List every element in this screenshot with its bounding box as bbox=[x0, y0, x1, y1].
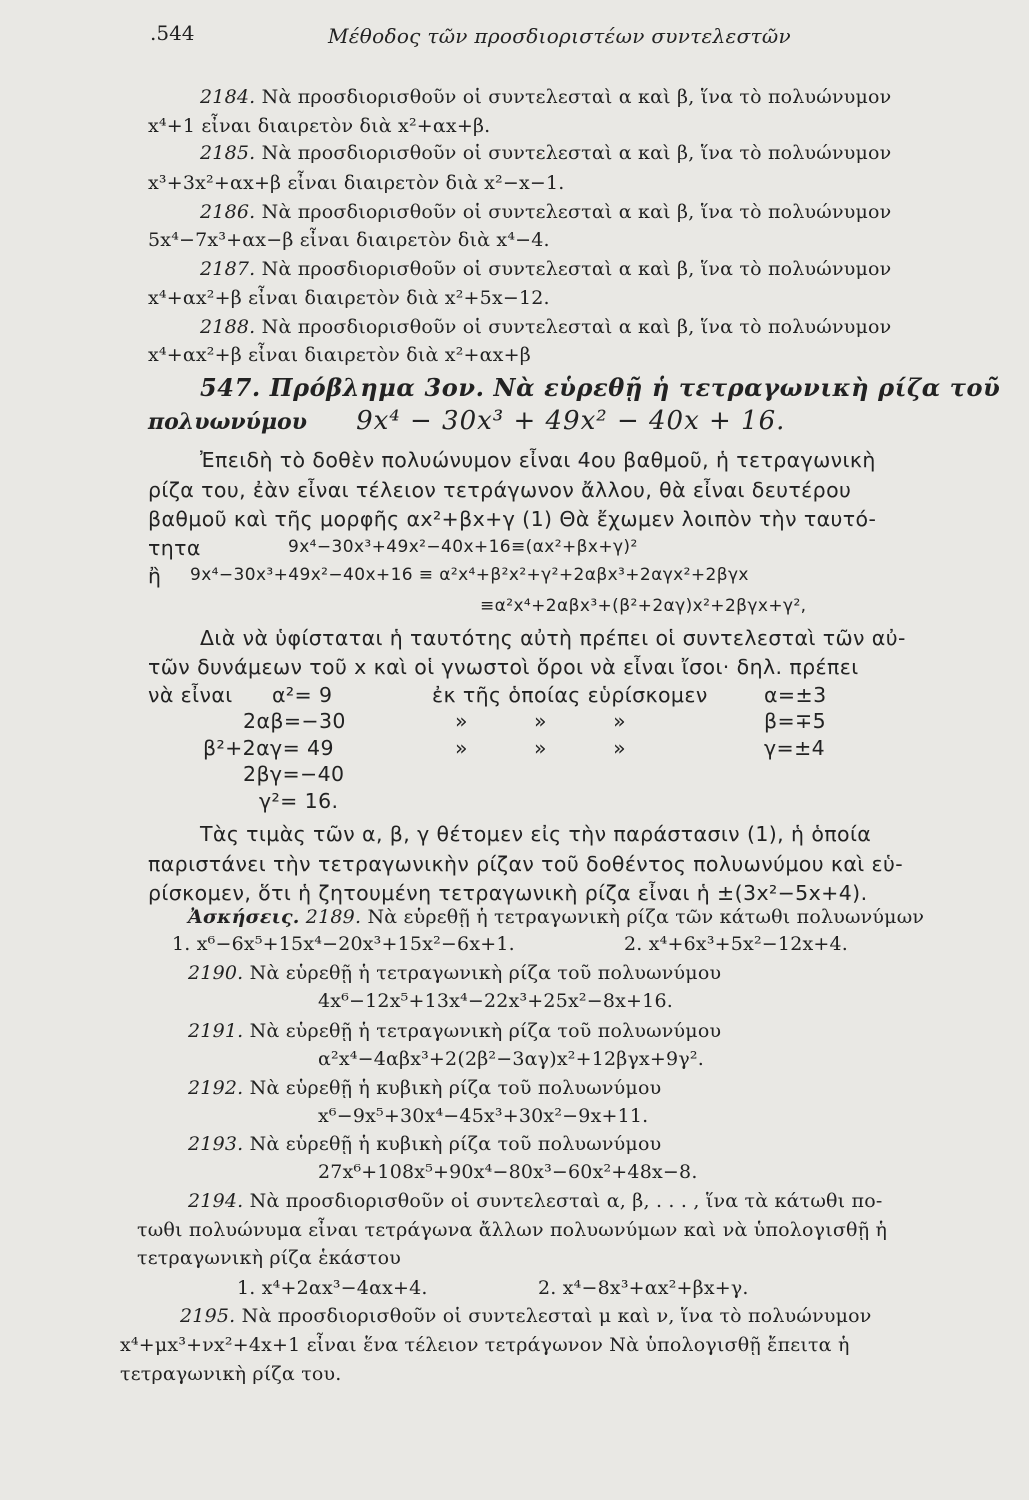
running-title: Μέθοδος τῶν προσδιοριστέων συντελεστῶν bbox=[328, 24, 791, 48]
exercise-2194-item-1: 1. x⁴+2αx³−4αx+4. bbox=[237, 1277, 428, 1299]
conclusion-1: Τὰς τιμὰς τῶν α, β, γ θέτομεν εἰς τὴν παράστασιν (1), ἡ ὁποία bbox=[200, 822, 872, 846]
problem-text-4-label: τητα bbox=[148, 536, 201, 560]
exercise-2194: 2194. Νὰ προσδιορισθοῦν οἱ συντελεσταὶ α, β, . . . , ἵνα τὰ κάτωθι πο- bbox=[188, 1190, 883, 1212]
exercise-2191: 2191. Νὰ εὑρεθῇ ἡ τετραγωνικὴ ρίζα τοῦ πολυωνύμου bbox=[188, 1020, 722, 1042]
system-res-3: γ=±4 bbox=[764, 736, 826, 760]
problem-text-8: τῶν δυνάμεων τοῦ x καὶ οἱ γνωστοὶ ὅροι νὰ εἶναι ἴσοι· δηλ. πρέπει bbox=[148, 655, 859, 679]
exercise-2192: 2192. Νὰ εὑρεθῇ ἡ κυβικὴ ρίζα τοῦ πολυωνύμου bbox=[188, 1077, 662, 1099]
problem-text-9: νὰ εἶναι bbox=[148, 683, 233, 707]
exercise-2185-cont: x³+3x²+αx+β εἶναι διαιρετὸν διὰ x²−x−1. bbox=[148, 172, 565, 194]
exercise-2187-cont: x⁴+αx²+β εἶναι διαιρετὸν διὰ x²+5x−12. bbox=[148, 287, 550, 309]
page-number: .544 bbox=[150, 21, 195, 45]
exercise-2194-item-2: 2. x⁴−8x³+αx²+βx+γ. bbox=[538, 1277, 749, 1299]
identity-3: ≡α²x⁴+2αβx³+(β²+2αγ)x²+2βγx+γ², bbox=[480, 596, 807, 616]
exercise-2195: 2195. Νὰ προσδιορισθοῦν οἱ συντελεσταὶ μ καὶ ν, ἵνα τὸ πολυώνυμον bbox=[180, 1305, 872, 1327]
system-eq-5: γ²= 16. bbox=[259, 789, 339, 813]
system-mid-1: ἐκ τῆς ὁποίας εὑρίσκομεν bbox=[432, 683, 708, 707]
system-mid-3: » » » bbox=[455, 736, 656, 760]
system-eq-4: 2βγ=−40 bbox=[243, 762, 345, 786]
system-eq-1: α²= 9 bbox=[272, 683, 333, 707]
identity-1: 9x⁴−30x³+49x²−40x+16≡(αx²+βx+γ)² bbox=[288, 537, 638, 557]
system-res-1: α=±3 bbox=[764, 683, 827, 707]
conclusion-2: παριστάνει τὴν τετραγωνικὴν ρίζαν τοῦ δοθέντος πολυωνύμου καὶ εὑ- bbox=[148, 852, 904, 876]
exercise-2186: 2186. Νὰ προσδιορισθοῦν οἱ συντελεσταὶ α καὶ β, ἵνα τὸ πολυώνυμον bbox=[200, 201, 892, 223]
system-eq-2: 2αβ=−30 bbox=[243, 709, 346, 733]
exercise-2188: 2188. Νὰ προσδιορισθοῦν οἱ συντελεσταὶ α καὶ β, ἵνα τὸ πολυώνυμον bbox=[200, 316, 892, 338]
exercise-2189-item-2: 2. x⁴+6x³+5x²−12x+4. bbox=[624, 933, 849, 955]
problem-text-3: βαθμοῦ καὶ τῆς μορφῆς αx²+βx+γ (1) Θὰ ἔχωμεν λοιπὸν τὴν ταυτό- bbox=[148, 507, 877, 531]
exercise-2184: 2184. Νὰ προσδιορισθοῦν οἱ συντελεσταὶ α καὶ β, ἵνα τὸ πολυώνυμον bbox=[200, 86, 892, 108]
exercise-2188-cont: x⁴+αx²+β εἶναι διαιρετὸν διὰ x²+αx+β bbox=[148, 344, 531, 366]
exercise-2189: Ἀσκήσεις. 2189. Νὰ εὑρεθῇ ἡ τετραγωνικὴ ρίζα τῶν κάτωθι πολυωνύμων bbox=[188, 906, 925, 928]
exercise-2184-cont: x⁴+1 εἶναι διαιρετὸν διὰ x²+αx+β. bbox=[148, 115, 491, 137]
problem-text-2: ρίζα του, ἐὰν εἶναι τέλειον τετράγωνον ἄλλου, θὰ εἶναι δευτέρου bbox=[148, 478, 852, 502]
problem-heading-poly: πολυωνύμου 9x⁴ − 30x³ + 49x² − 40x + 16. bbox=[148, 406, 786, 436]
conclusion-3: ρίσκομεν, ὅτι ἡ ζητουμένη τετραγωνικὴ ρίζα εἶναι ἡ ±(3x²−5x+4). bbox=[148, 881, 868, 905]
system-mid-2: » » » bbox=[455, 709, 656, 733]
exercise-2190-poly: 4x⁶−12x⁵+13x⁴−22x³+25x²−8x+16. bbox=[318, 990, 673, 1012]
identity-2: 9x⁴−30x³+49x²−40x+16 ≡ α²x⁴+β²x²+γ²+2αβx³+2αγx²+2βγx bbox=[190, 565, 749, 585]
exercise-2187: 2187. Νὰ προσδιορισθοῦν οἱ συντελεσταὶ α καὶ β, ἵνα τὸ πολυώνυμον bbox=[200, 258, 892, 280]
exercise-2186-cont: 5x⁴−7x³+αx−β εἶναι διαιρετὸν διὰ x⁴−4. bbox=[148, 229, 550, 251]
system-eq-3: β²+2αγ= 49 bbox=[203, 736, 334, 760]
exercise-2189-item-1: 1. x⁶−6x⁵+15x⁴−20x³+15x²−6x+1. bbox=[172, 933, 515, 955]
problem-text-1: Ἐπειδὴ τὸ δοθὲν πολυώνυμον εἶναι 4ου βαθμοῦ, ἡ τετραγωνικὴ bbox=[200, 448, 876, 472]
exercise-2185: 2185. Νὰ προσδιορισθοῦν οἱ συντελεσταὶ α καὶ β, ἵνα τὸ πολυώνυμον bbox=[200, 142, 892, 164]
exercise-2192-poly: x⁶−9x⁵+30x⁴−45x³+30x²−9x+11. bbox=[318, 1105, 649, 1127]
exercise-2191-poly: α²x⁴−4αβx³+2(2β²−3αγ)x²+12βγx+9γ². bbox=[318, 1048, 704, 1070]
exercise-2194-cont-2: τετραγωνικὴ ρίζα ἑκάστου bbox=[137, 1247, 401, 1269]
system-res-2: β=∓5 bbox=[764, 709, 827, 733]
problem-heading: 547. Πρόβλημα 3ον. Νὰ εὑρεθῇ ἡ τετραγωνικὴ ρίζα τοῦ bbox=[200, 373, 1001, 402]
exercise-2193: 2193. Νὰ εὑρεθῇ ἡ κυβικὴ ρίζα τοῦ πολυωνύμου bbox=[188, 1133, 662, 1155]
exercise-2195-cont-2: τετραγωνικὴ ρίζα του. bbox=[120, 1363, 342, 1385]
problem-text-7: Διὰ νὰ ὑφίσταται ἡ ταυτότης αὐτὴ πρέπει οἱ συντελεσταὶ τῶν αὐ- bbox=[200, 626, 906, 650]
exercise-2195-cont-1: x⁴+μx³+νx²+4x+1 εἶναι ἕνα τέλειον τετράγωνον Νὰ ὑπολογισθῇ ἔπειτα ἡ bbox=[120, 1334, 850, 1356]
identity-2-label: ἢ bbox=[148, 564, 162, 588]
exercise-2190: 2190. Νὰ εὑρεθῇ ἡ τετραγωνικὴ ρίζα τοῦ πολυωνύμου bbox=[188, 962, 722, 984]
exercise-2194-cont-1: τωθι πολυώνυμα εἶναι τετράγωνα ἄλλων πολυωνύμων καὶ νὰ ὑπολογισθῇ ἡ bbox=[137, 1219, 888, 1241]
exercise-2193-poly: 27x⁶+108x⁵+90x⁴−80x³−60x²+48x−8. bbox=[318, 1161, 698, 1183]
